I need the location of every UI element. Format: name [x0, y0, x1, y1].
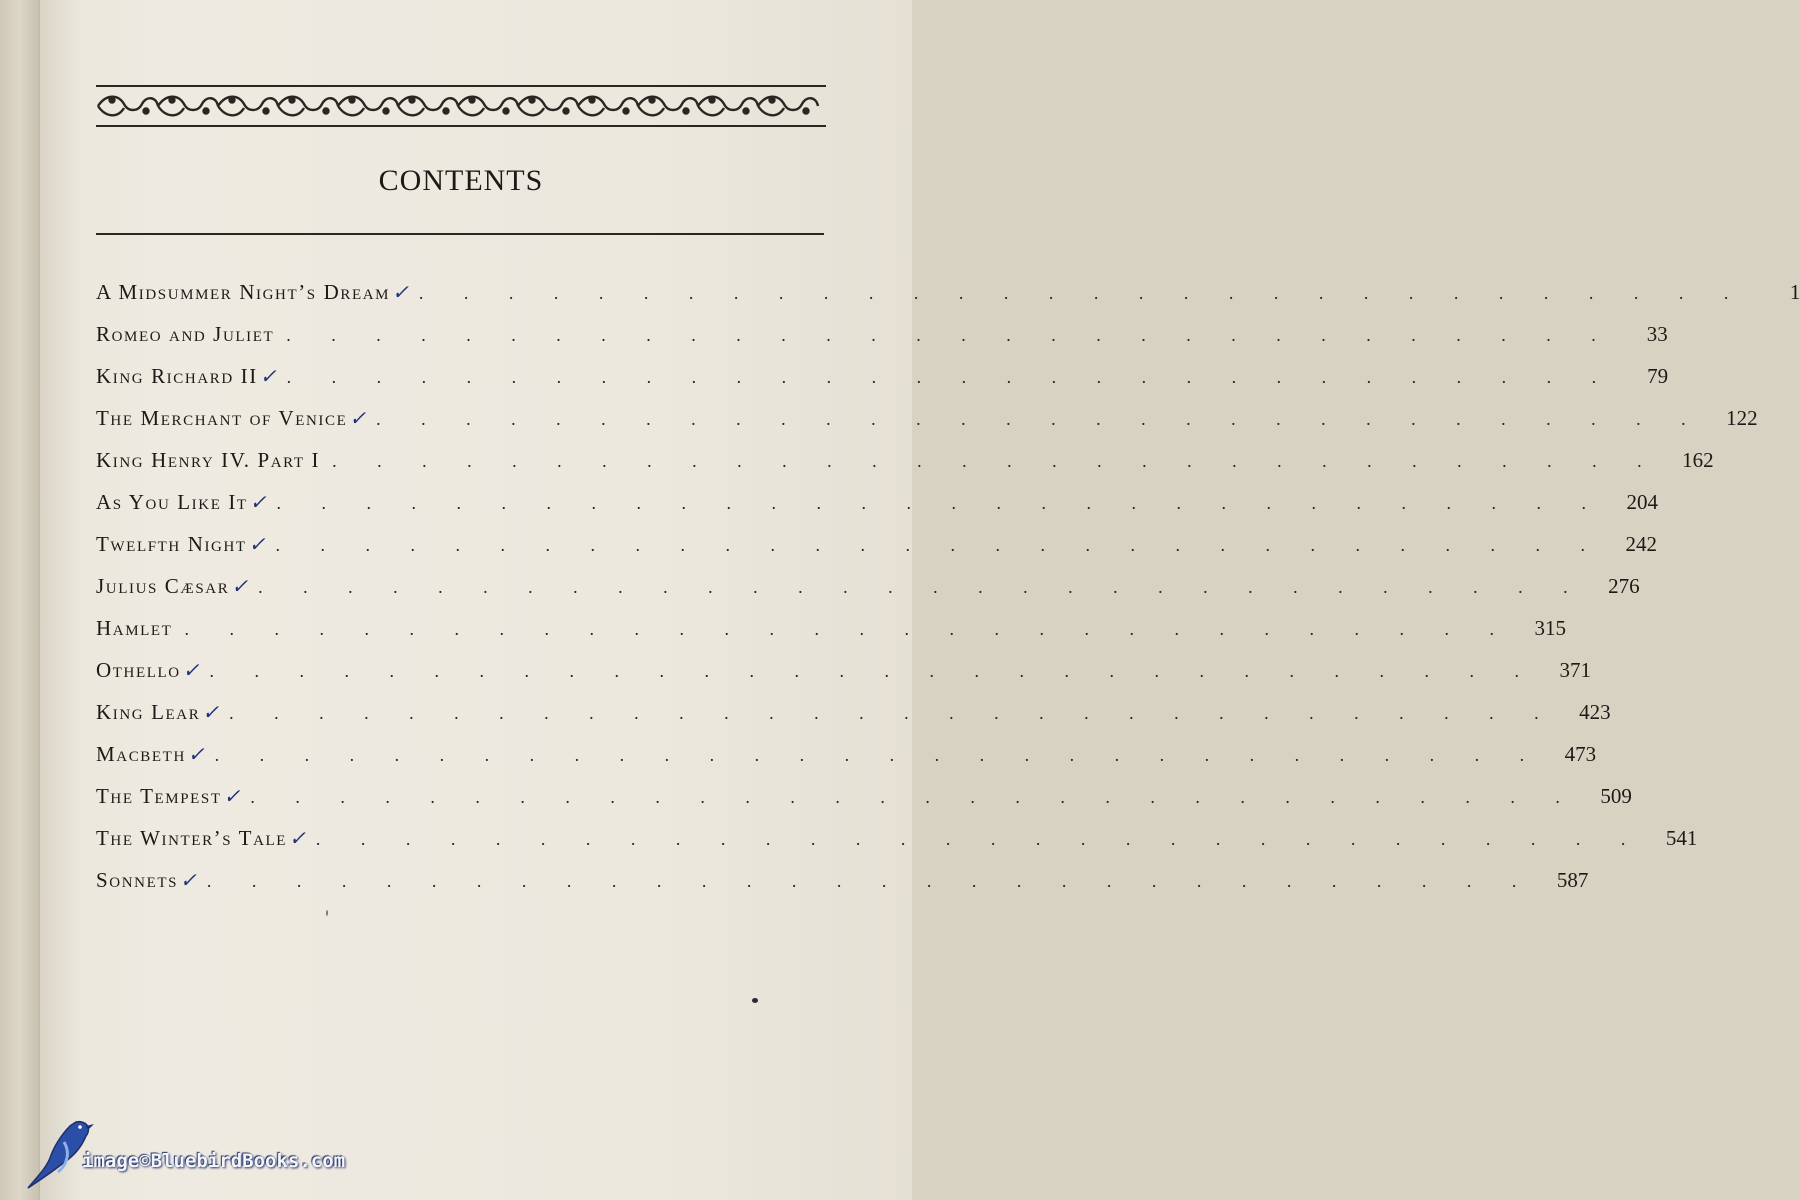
toc-entry-page: 79	[1647, 364, 1669, 388]
toc-entry-page: 204	[1626, 490, 1658, 514]
dot-leader: . . . . . . . . . . . . . . . . . . . . . . . . . . . . . .	[315, 829, 1644, 849]
dot-leader: . . . . . . . . . . . . . . . . . . . . . . . . . . . . . .	[184, 619, 1512, 639]
pen-checkmark: ✓	[187, 744, 205, 766]
toc-entry-title: Hamlet	[96, 616, 173, 640]
dot-leader: . . . . . . . . . . . . . . . . . . . . . . . . . . . . . .	[276, 493, 1604, 513]
toc-entry-page: 122	[1726, 406, 1758, 430]
book-spine-edge	[0, 0, 40, 1200]
ink-speck	[326, 910, 328, 916]
title-rule-divider	[96, 233, 824, 235]
pen-checkmark: ✓	[249, 492, 267, 514]
toc-entry-title: King Henry IV. Part I	[96, 448, 321, 472]
toc-entry-page: 423	[1579, 700, 1611, 724]
toc-entry-page: 276	[1608, 574, 1640, 598]
pen-checkmark: ✓	[180, 870, 197, 892]
pen-checkmark: ✓	[223, 786, 241, 808]
toc-entry-julius-caesar	[96, 574, 1640, 608]
toc-entry-romeo-juliet	[96, 322, 1668, 356]
dot-leader: . . . . . . . . . . . . . . . . . . . . . . . . . . . . . .	[209, 661, 1537, 681]
toc-entry-page: 371	[1559, 658, 1591, 682]
watermark	[24, 1112, 444, 1192]
pen-checkmark: ✓	[248, 534, 266, 556]
toc-entry-sonnets	[96, 868, 1589, 902]
toc-entry-title: The Merchant of Venice	[96, 406, 348, 430]
toc-entry-title: As You Like It	[96, 490, 248, 514]
pen-checkmark: ✓	[231, 576, 249, 598]
pen-checkmark: ✓	[202, 702, 220, 724]
dot-leader: . . . . . . . . . . . . . . . . . . . . . . . . . . . . . .	[275, 535, 1603, 555]
dot-leader: . . . . . . . . . . . . . . . . . . . . . . . . . . . . . .	[376, 409, 1704, 429]
pen-checkmark: ✓	[289, 828, 306, 850]
pen-checkmark: ✓	[259, 366, 277, 388]
toc-entry-henry-iv	[96, 448, 1714, 482]
toc-entry-title: Othello	[96, 658, 181, 682]
dot-leader: . . . . . . . . . . . . . . . . . . . . . . . . . . . . . .	[258, 577, 1586, 597]
dot-leader: . . . . . . . . . . . . . . . . . . . . . . . . . . . . . .	[332, 451, 1660, 471]
toc-entry-page: 509	[1600, 784, 1632, 808]
toc-entry-title: Romeo and Juliet	[96, 322, 275, 346]
dot-leader: . . . . . . . . . . . . . . . . . . . . . . . . . . . . . .	[286, 325, 1614, 345]
toc-entry-merchant-venice	[96, 406, 1758, 440]
dot-leader: . . . . . . . . . . . . . . . . . . . . . . . . . . . . . .	[214, 745, 1543, 765]
toc-entry-page: 242	[1625, 532, 1657, 556]
toc-entry-title: Macbeth	[96, 742, 186, 766]
toc-entry-title: Sonnets	[96, 868, 179, 892]
toc-entry-page: 162	[1682, 448, 1714, 472]
toc-entry-page: 1	[1789, 280, 1800, 304]
toc-entry-title: The Winter’s Tale	[96, 826, 288, 850]
toc-entry-as-you-like-it	[96, 490, 1658, 524]
toc-entry-title: The Tempest	[96, 784, 222, 808]
dot-leader: . . . . . . . . . . . . . . . . . . . . . . . . . . . . . .	[229, 703, 1557, 723]
decorative-border-ornament	[96, 80, 826, 132]
dot-leader: . . . . . . . . . . . . . . . . . . . . . . . . . . . . . .	[286, 367, 1615, 387]
pen-checkmark: ✓	[349, 408, 367, 430]
bluebird-icon	[24, 1112, 94, 1192]
toc-entry-twelfth-night	[96, 532, 1657, 566]
ink-speck	[752, 998, 758, 1003]
toc-entry-title: Julius Cæsar	[96, 574, 230, 598]
toc-entry-macbeth	[96, 742, 1597, 776]
toc-entry-page: 541	[1665, 826, 1698, 850]
toc-entry-title: King Richard II	[96, 364, 258, 388]
toc-entry-page: 315	[1534, 616, 1566, 640]
toc-entry-king-lear	[96, 700, 1611, 734]
pen-checkmark: ✓	[182, 660, 200, 682]
toc-entry-winters-tale	[96, 826, 1698, 860]
toc-entry-title: Twelfth Night	[96, 532, 247, 556]
toc-entry-othello	[96, 658, 1591, 692]
pen-checkmark: ✓	[392, 282, 409, 304]
dot-leader: . . . . . . . . . . . . . . . . . . . . . . . . . . . . . .	[250, 787, 1578, 807]
page-title: CONTENTS	[378, 164, 544, 197]
watermark-text: image©BluebirdBooks.com	[82, 1150, 346, 1172]
toc-entry-richard-ii	[96, 364, 1669, 398]
dot-leader: . . . . . . . . . . . . . . . . . . . . . . . . . . . . . .	[206, 871, 1535, 891]
toc-entry-tempest	[96, 784, 1632, 818]
toc-entry-page: 33	[1646, 322, 1668, 346]
toc-entry-midsummer	[96, 280, 1800, 314]
toc-entry-title: King Lear	[96, 700, 201, 724]
dot-leader: . . . . . . . . . . . . . . . . . . . . . . . . . . . . . .	[418, 283, 1747, 303]
toc-entry-hamlet	[96, 616, 1566, 650]
toc-entry-title: A Midsummer Night’s Dream	[96, 280, 391, 304]
toc-entry-page: 587	[1556, 868, 1589, 892]
toc-entry-page: 473	[1564, 742, 1597, 766]
